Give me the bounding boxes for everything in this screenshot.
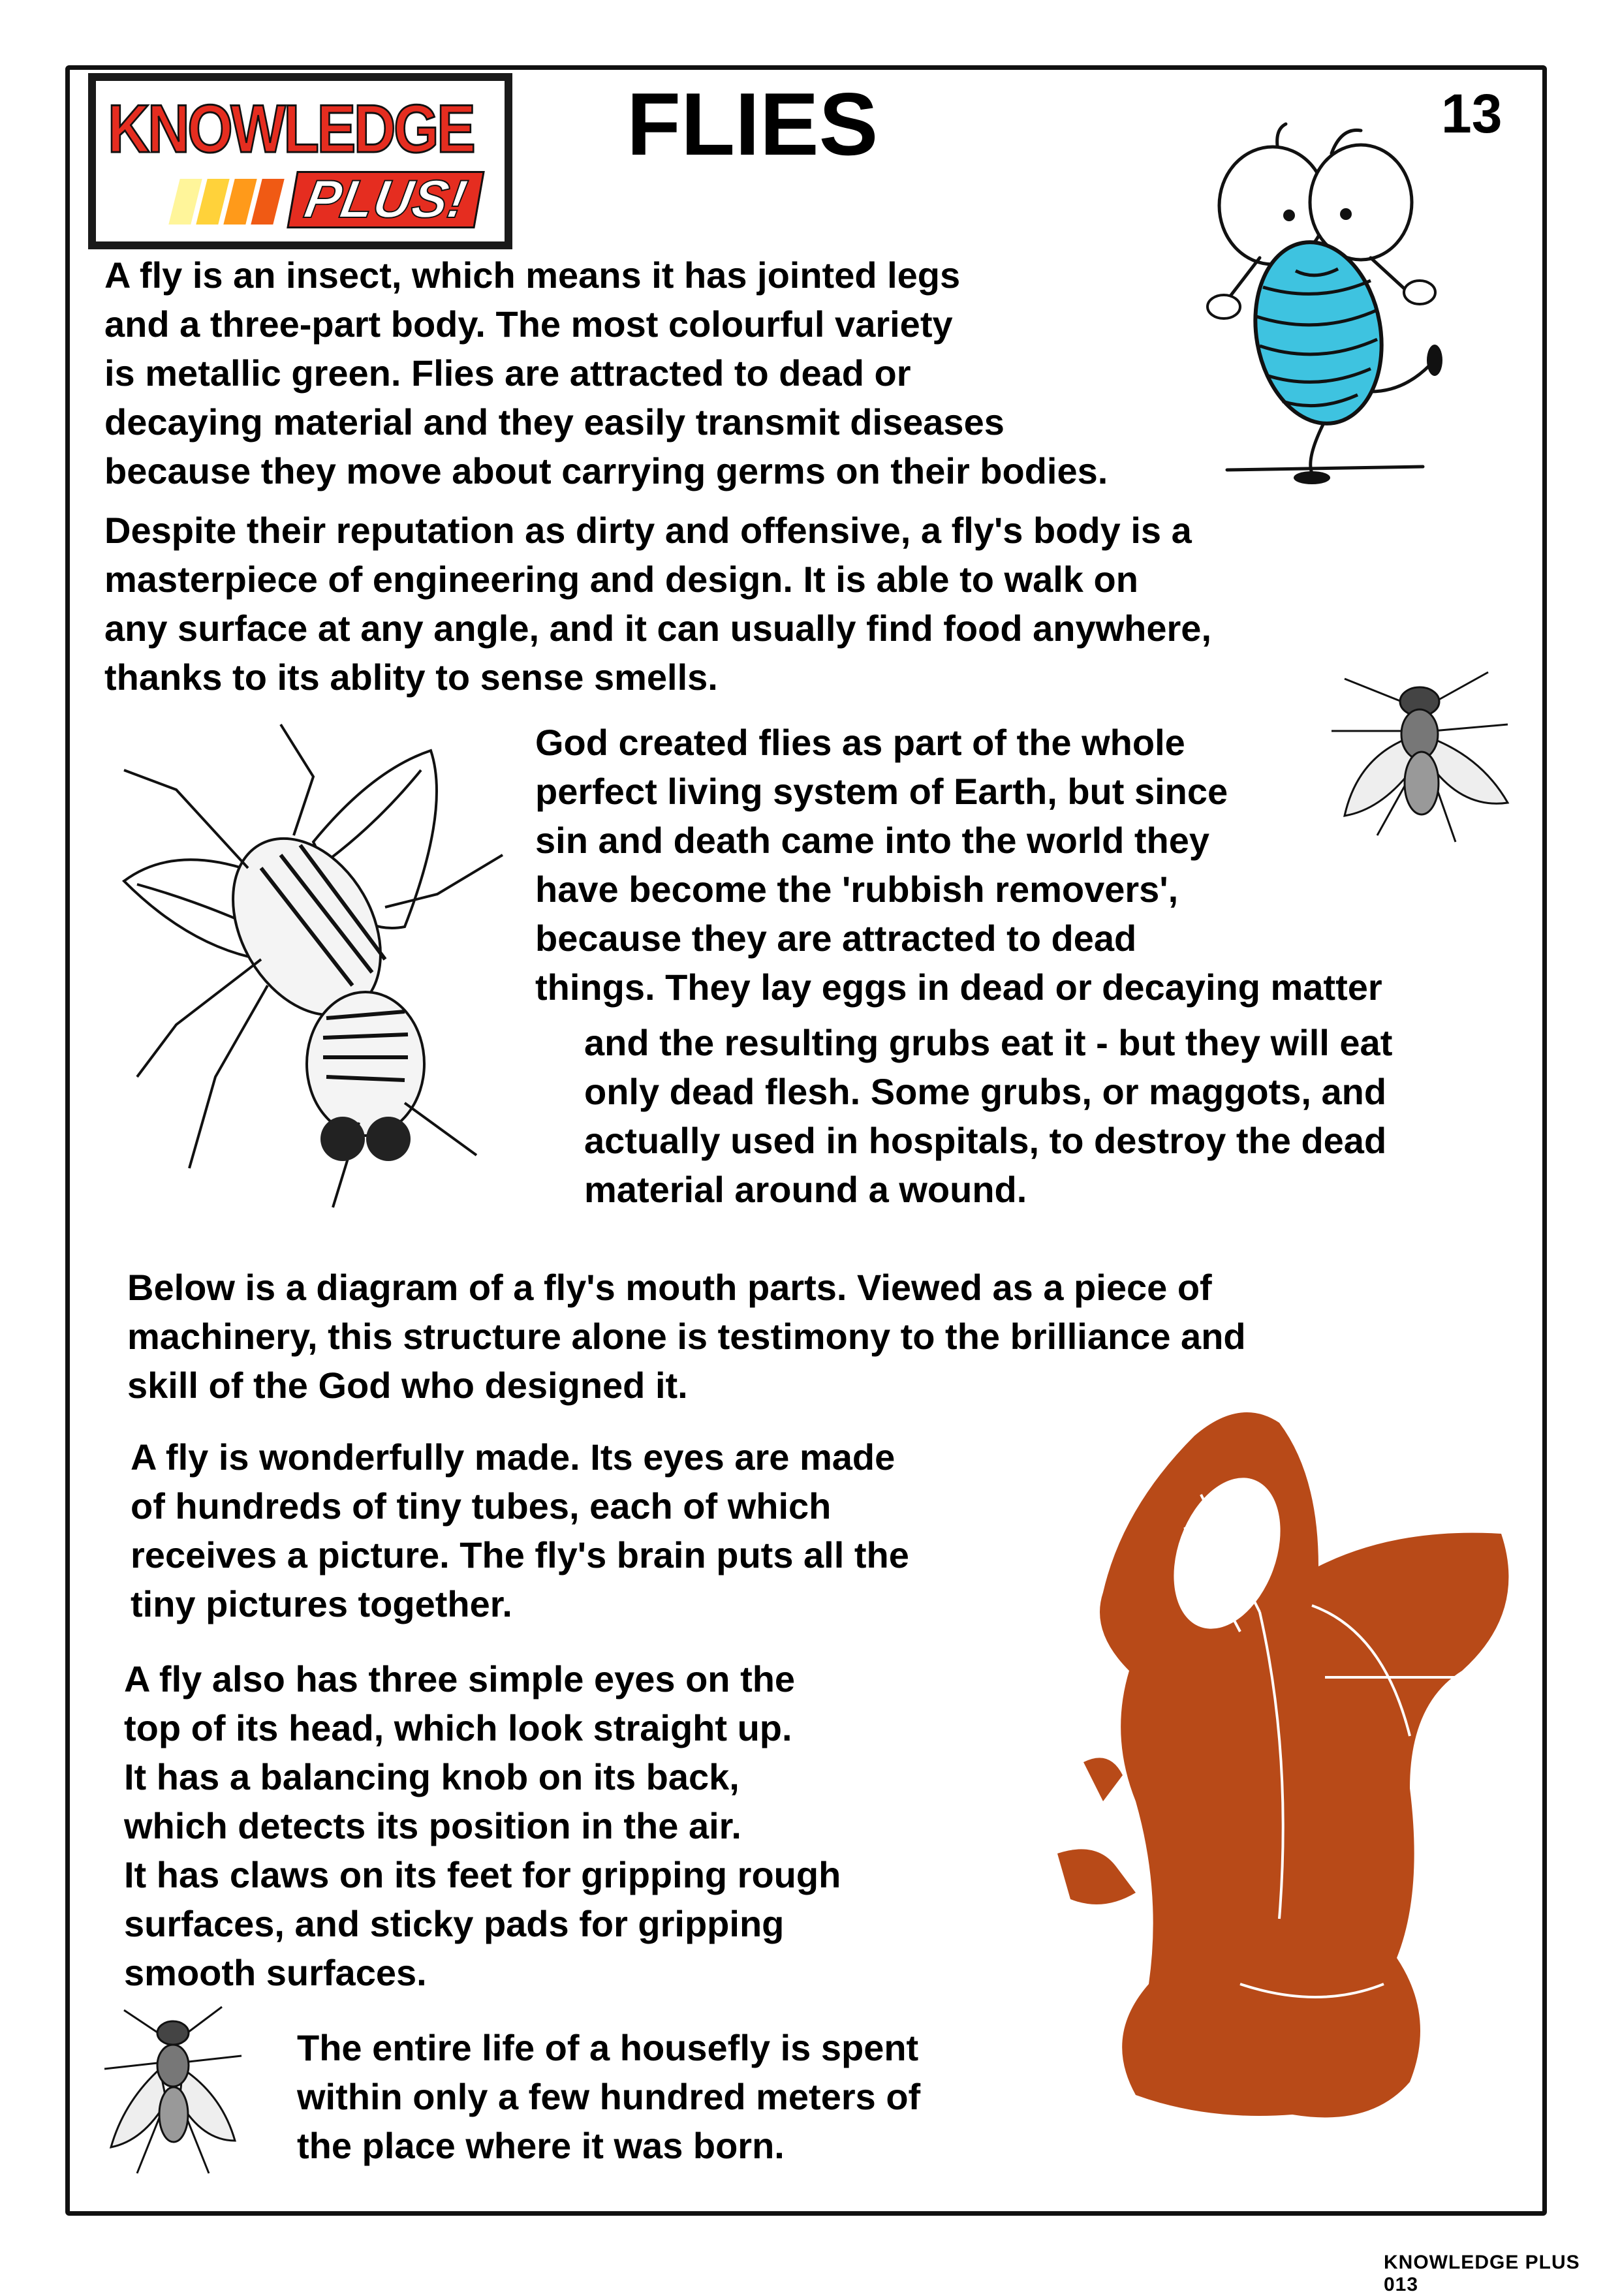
paragraph-eyes: A fly is wonderfully made. Its eyes are made of hundreds of tiny tubes, each of which receives a picture. The fly's brain puts all the tiny pictures together. [131,1436,909,1624]
page-number: 13 [1441,83,1503,144]
paragraph-grubs: and the resulting grubs eat it - but they will eat only dead flesh. Some grubs, or maggots, and actually used in hospitals, to destroy the dead material around a wound. [584,1022,1393,1210]
paragraph-simple-eyes: A fly also has three simple eyes on the top of its head, which look straight up. It has a balancing knob on its back, which detects its position in the air. It has claws on its feet for gripping rough surfaces, and sticky pads for gripping smooth surfaces. [124,1658,841,1993]
small-fly-drawing-icon [98,1997,248,2180]
footer-label: KNOWLEDGE PLUS 013 [1384,2252,1580,2295]
paragraph-intro: A fly is an insect, which means it has jointed legs and a three-part body. The most colourful variety is metallic green. Flies are attracted to dead or decaying material and they easily transmit diseases because they move about carrying germs on their bodies. [104,255,1108,491]
paragraph-creation: God created flies as part of the whole perfect living system of Earth, but since sin and death came into the world they have become the 'rubbish removers', because they are attracted to dead things. They lay eggs in dead or decaying matter [535,722,1382,1008]
cartoon-fly-icon [1175,117,1462,483]
logo-stripes [174,179,298,225]
paragraph-mouthparts: Below is a diagram of a fly's mouth parts. Viewed as a piece of machinery, this structure alone is testimony to the brilliance and skill of the God who designed it. [127,1267,1246,1406]
logo-text-knowledge: KNOWLEDGE [108,91,474,167]
paragraph-housefly-life: The entire life of a housefly is spent within only a few hundred meters of the place where it was born. [297,2027,921,2166]
logo-text-plus: PLUS! [287,171,485,228]
paragraph-engineering: Despite their reputation as dirty and offensive, a fly's body is a masterpiece of engineering and design. It is able to walk on any surface at any angle, and it can usually find food anywhere, thanks to its ablity to sense smells. [104,510,1211,698]
knowledge-plus-logo [88,73,512,249]
fly-mouthparts-diagram-icon [1044,1397,1540,2160]
page-title: FLIES [627,74,879,174]
housefly-drawing-icon [98,711,555,1233]
